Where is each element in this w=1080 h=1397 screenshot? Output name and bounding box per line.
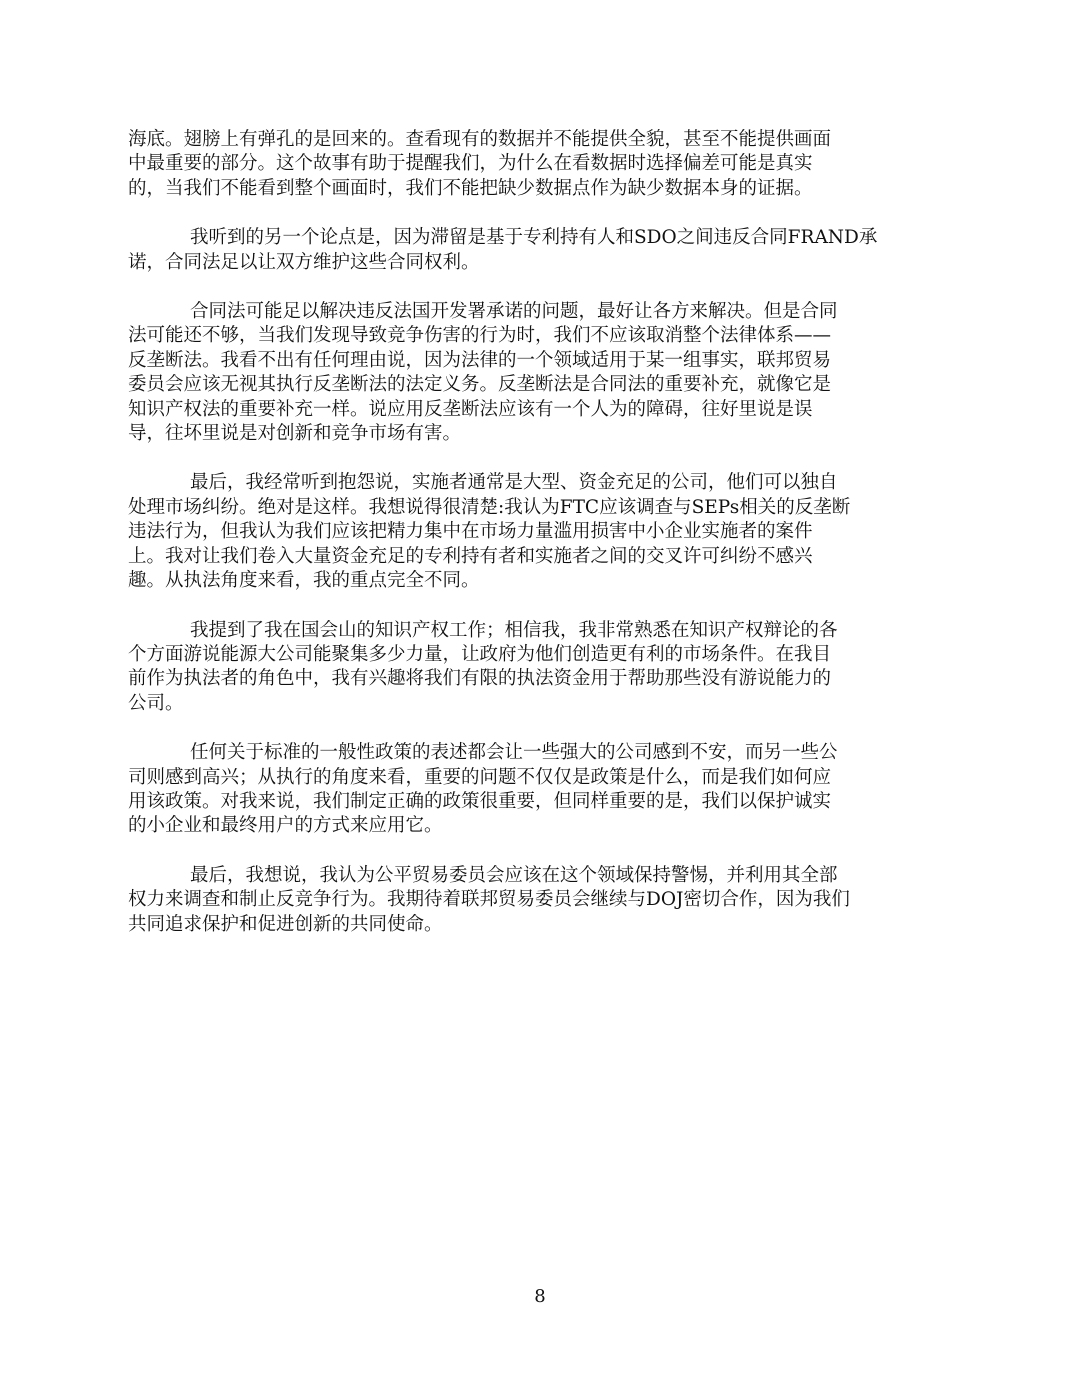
text-line: 个方面游说能源大公司能聚集多少力量，让政府为他们创造更有利的市场条件。在我目 <box>128 643 832 665</box>
text-line: 导，往坏里说是对创新和竞争市场有害。 <box>128 423 462 445</box>
paragraph-1 <box>128 128 956 201</box>
text-line: 知识产权法的重要补充一样。说应用反垄断法应该有一个人为的障碍，往好里说是误 <box>128 398 813 420</box>
text-line: 最后，我想说，我认为公平贸易委员会应该在这个领域保持警惕，并利用其全部 <box>190 864 838 886</box>
text-line: 的小企业和最终用户的方式来应用它。 <box>128 815 443 837</box>
text-line: 委员会应该无视其执行反垄断法的法定义务。反垄断法是合同法的重要补充，就像它是 <box>128 374 832 396</box>
page-body <box>128 128 956 962</box>
paragraph-5 <box>128 619 956 717</box>
text-line: 共同追求保护和促进创新的共同使命。 <box>128 913 443 935</box>
text-line: 诺，合同法足以让双方维护这些合同权利。 <box>128 251 480 273</box>
text-line: 趣。从执法角度来看，我的重点完全不同。 <box>128 570 480 592</box>
text-line: 的，当我们不能看到整个画面时，我们不能把缺少数据点作为缺少数据本身的证据。 <box>128 177 813 199</box>
text-line: 我听到的另一个论点是，因为滞留是基于专利持有人和SDO之间违反合同FRAND承 <box>190 227 878 249</box>
text-line: 任何关于标准的一般性政策的表述都会让一些强大的公司感到不安，而另一些公 <box>190 742 838 764</box>
text-line: 违法行为，但我认为我们应该把精力集中在市场力量滥用损害中小企业实施者的案件 <box>128 521 813 543</box>
text-line: 公司。 <box>128 692 184 714</box>
page-number: 8 <box>534 1286 546 1307</box>
text-line: 反垄断法。我看不出有任何理由说，因为法律的一个领域适用于某一组事实，联邦贸易 <box>128 349 832 371</box>
text-line: 处理市场纠纷。绝对是这样。我想说得很清楚:我认为FTC应该调查与SEPs相关的反垄断 <box>128 496 851 518</box>
paragraph-3 <box>128 300 956 446</box>
text-line: 合同法可能足以解决违反法国开发署承诺的问题，最好让各方来解决。但是合同 <box>190 301 838 323</box>
text-line: 用该政策。对我来说，我们制定正确的政策很重要，但同样重要的是，我们以保护诚实 <box>128 790 832 812</box>
text-line: 最后，我经常听到抱怨说，实施者通常是大型、资金充足的公司，他们可以独自 <box>190 472 838 494</box>
text-line: 权力来调查和制止反竞争行为。我期待着联邦贸易委员会继续与DOJ密切合作，因为我们 <box>128 889 850 911</box>
paragraph-4 <box>128 471 956 593</box>
text-line: 中最重要的部分。这个故事有助于提醒我们，为什么在看数据时选择偏差可能是真实 <box>128 153 813 175</box>
text-line: 前作为执法者的角色中，我有兴趣将我们有限的执法资金用于帮助那些没有游说能力的 <box>128 668 832 690</box>
paragraph-2 <box>128 226 956 275</box>
text-line: 司则感到高兴；从执行的角度来看，重要的问题不仅仅是政策是什么，而是我们如何应 <box>128 766 832 788</box>
text-line: 我提到了我在国会山的知识产权工作；相信我，我非常熟悉在知识产权辩论的各 <box>190 619 838 641</box>
text-line: 海底。翅膀上有弹孔的是回来的。查看现有的数据并不能提供全貌，甚至不能提供画面 <box>128 129 832 150</box>
text-line: 上。我对让我们卷入大量资金充足的专利持有者和实施者之间的交叉许可纠纷不感兴 <box>128 545 813 567</box>
paragraph-7 <box>128 864 956 937</box>
paragraph-6 <box>128 741 956 839</box>
text-line: 法可能还不够，当我们发现导致竞争伤害的行为时，我们不应该取消整个法律体系—— <box>128 325 832 347</box>
